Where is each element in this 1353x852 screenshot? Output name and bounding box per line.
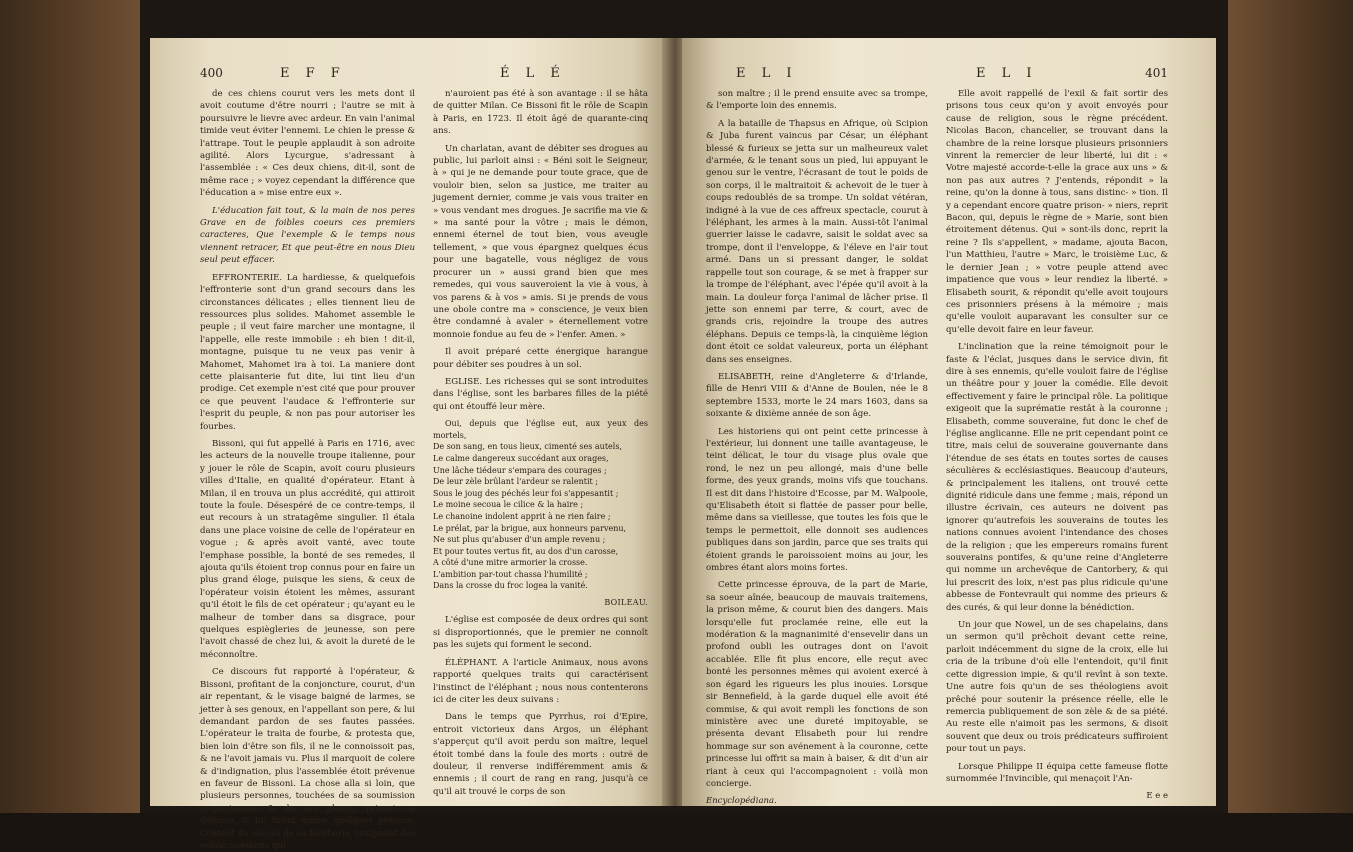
- left-page-column-1: [200, 88, 415, 851]
- left-page-column-2: [433, 88, 648, 798]
- source-signature: Encyclopédiana.: [706, 796, 777, 807]
- paragraph: A la bataille de Thapsus en Afrique, où Scipion & Juba furent vaincus par César, un éléphant blessé & furieux se jetta sur un malheureux valet d'armée, & le tenant sous un pied, lui appuyant le genou sur le ventre, l'écrasant de tout le poids de son corps, il le maltraitoit & achevoit de le tuer à coups redoublés de sa trompe. Un soldat vétéran, indigné à la vue de ces affreux spectacle, courut à l'éléphant, les armes à la main. Aussi-tôt l'animal guerrier laisse le cadavre, saisit le soldat avec sa trompe, dont il l'enveloppe, & l'éleve en l'air tout armé. Dans un si pressant danger, le soldat rappelle tout son courage, & se met à frapper sur la trompe de l'éléphant, avec l'épée qu'il avoit à la main. La douleur força l'animal de lâcher prise. Il jette son ennemi par terre, & court, avec de grands cris, rejoindre la troupe des autres éléphans. Depuis ce temps-là, la cinquième légion dont étoit ce soldat valeureux, porta un éléphant dans ses enseignes.: [706, 118, 928, 365]
- paragraph: Il avoit préparé cette énergique harangue pour débiter ses poudres à un sol.: [433, 347, 648, 370]
- running-head-center: E L I: [976, 66, 1038, 81]
- running-head-left: E F F: [280, 66, 346, 81]
- poem-attribution: BOILEAU.: [604, 598, 648, 608]
- running-head-center: É L É: [500, 66, 566, 81]
- paragraph: L'éducation fait tout, & la main de nos peres Grave en de foibles coeurs ces premiers caracteres, Que l'exemple & le temps nous viennent retracer, Et que peut-être en nous Dieu seul peut effacer.: [200, 205, 415, 266]
- paragraph: Cette princesse éprouva, de la part de Marie, sa soeur aînée, beaucoup de mauvais traitemens, la prison même, & courut bien des dangers. Mais lorsqu'elle fut proclamée reine, elle eut la modération & la magnanimité d'ensevelir dans un profond oubli les outrages dont on l'avoit accablée. Elle fit plus encore, elle reçut avec bonté les personnes mêmes qui avoient exercé à son égard les rigueurs les plus inouies. Lorsque sir Bennefield, à la garde duquel elle avoit été commise, & qui avoit rempli les fonctions de son ministère avec une dureté impitoyable, se présenta devant Elisabeth pour lui rendre hommage sur son avénement à la couronne, cette princesse lui offrit sa main à baiser, & dit d'un air riant à ceux qui l'accompagnoient : voilà mon concierge.: [706, 580, 928, 789]
- catchword: E e e: [1146, 791, 1168, 802]
- paragraph: ÉLÉPHANT. A l'article Animaux, nous avons rapporté quelques traits qui caractérisent l'instinct de l'éléphant ; nous nous contenterons ici de citer les deux suivans :: [433, 657, 648, 705]
- right-page-column-2: [946, 88, 1168, 802]
- paragraph: Bissoni, qui fut appellé à Paris en 1716, avec les acteurs de la nouvelle troupe italienne, pour y jouer le rôle de Scapin, avoit couru plusieurs villes d'Italie, en qualité d'opérateur. Etant à Milan, il en trouva un plus accrédité, qui attiroit toute la foule. Désespéré de ce contre-temps, il eut recours à un stratagême singulier. Il étala dans une place voisine de celle de l'opérateur en vogue ; & après avoit vanté, avec toute l'emphase possible, la bonté de ses remedes, il ajouta qu'ils étoient trop connus pour en faire un plus grand éloge, puisque les siens, & ceux de l'opérateur voisin étoient les mêmes, assurant qu'il étoit le fils de cet opérateur ; qu'ayant eu le malheur de tomber dans sa disgrace, pour quelques espiègleries de jeunesse, son pere l'avoit chassé de chez lui, & avoit la dureté de le méconnoître.: [200, 438, 415, 660]
- poem: Oui, depuis que l'église eut, aux yeux des mortels, De son sang, en tous lieux, cimenté ses autels, Le calme dangereux succédant aux orages, Une lâche tiédeur s'empara des courages ; De leur zèle brûlant l'ardeur se ralentit ; Sous le joug des péchés leur foi s'appesantit ; Le moine secoua le cilice & la haire ; Le chanoine indolent apprit à ne rien faire ; Le prélat, par la brigue, aux honneurs parvenu, Ne sut plus qu'abuser d'un ample revenu ; Et pour toutes vertus fit, au dos d'un carosse, A côté d'une mitre armorier la crosse. L'ambition par-tout chassa l'humilité ; Dans la crosse du froc logea la vanité.: [433, 419, 648, 591]
- paragraph: Un charlatan, avant de débiter ses drogues au public, lui parloit ainsi : « Béni soit le Seigneur, à » qui je ne demande pour toute grace, que de vouloir bien, selon sa justice, me traiter au jugement dernier, comme je vais vous traiter en » vous vendant mes drogues. Je sacrifie ma vie & » ma santé pour la vôtre ; mais le démon, ennemi éternel de tout bien, vous aveugle tellement, » que vous épargnez quelques écus pour une bagatelle, vous négligez de vous procurer un » aussi grand bien que mes remedes, qui vous sauveroient la vie à vous, à vos parens & à vos » amis. Si je prends de vous une obole contre ma » conscience, je veux bien être condamné à avaler » éternellement votre monnoie fondue au feu de » l'enfer. Amen. »: [433, 143, 648, 340]
- paragraph: n'auroient pas été à son avantage : il se hâta de quitter Milan. Ce Bissoni fit le rôle de Scapin à Paris, en 1723. Il étoit âgé de quarante-cinq ans.: [433, 89, 648, 137]
- paragraph: Un jour que Nowel, un de ses chapelains, dans un sermon qu'il prêchoit devant cette reine, parloit indécemment du signe de la croix, elle lui cria de la tribune d'où elle l'entendoit, qu'il finit cette digression impie, & qu'il revînt à son texte. Une autre fois qu'un de ses théologiens avoit prêché pour soutenir la présence réelle, elle le remercia publiquement de son zèle & de sa piété. Au reste elle n'aimoit pas les sermons, & disoit souvent que deux ou trois prédicateurs suffiroient pour tout un pays.: [946, 620, 1168, 755]
- paragraph: Ce discours fut rapporté à l'opérateur, & Bissoni, profitant de la conjoncture, courut, d'un air repentant, & le visage baigné de larmes, se jetter à ses genoux, en l'appellant son pere, & lui demandant pardon de ses fautes passées. L'opérateur le traita de fourbe, & protesta que, bien loin d'être son fils, il ne le connoissoit pas, & ne l'avoit jamais vu. Plus il marquoit de colere & d'indignation, plus l'assemblée étoit prévenue en faveur de Bissoni. La chose alla si loin, que plusieurs personnes, touchées de sa soumission respectueuse & de ses pleurs, prirent sa défense, & lui firent même quelques présens. Content du succès de sa fourberie, craignant des éclaircissemens qui: [200, 667, 415, 851]
- page-number: 400: [200, 66, 223, 80]
- page-number: 401: [1145, 66, 1168, 80]
- paragraph: Elle avoit rappellé de l'exil & fait sortir des prisons tous ceux qu'on y avoit envoyés pour cause de religion, sous le règne précédent. Nicolas Bacon, chancelier, se trouvant dans la chambre de la reine lorsque plusieurs prisonniers vinrent la remercier de leur liberté, lui dit : « Votre majesté accorde-t-elle la grace aux uns » & non pas aux autres ? J'entends, répondit » la reine, qu'on la donne à tous, sans distinc- » tion. Il y a cependant encore quatre prison- » niers, reprit Bacon, qui, depuis le règne de » Marie, sont bien étroitement détenus. Qui » sont-ils donc, reprit la reine ? Ils s'appellent, » madame, ajouta Bacon, l'un Matthieu, l'autre » Marc, le troisième Luc, & le dernier Jean ; » votre peuple attend avec impatience que vous » leur rendiez la liberté. » Elisabeth sourit, & répondit qu'elle avoit toujours ces prisonniers présens à la mémoire ; mais qu'elle vouloit auparavant les consulter sur ce qu'elle devoit faire en leur faveur.: [946, 89, 1168, 335]
- right-page-column-1: [706, 88, 928, 807]
- right-cover-board: [1228, 0, 1353, 813]
- right-page: [682, 38, 1216, 806]
- paragraph: ELISABETH, reine d'Angleterre & d'Irlande, fille de Henri VIII & d'Anne de Boulen, née le 8 septembre 1533, morte le 24 mars 1603, dans sa soixante & dixième année de son âge.: [706, 371, 928, 420]
- left-page: [150, 38, 670, 851]
- paragraph: EGLISE. Les richesses qui se sont introduites dans l'église, sont les barbares filles de la piété qui ont étouffé leur mère.: [433, 376, 648, 412]
- left-page-header: [200, 66, 648, 88]
- paragraph: de ces chiens courut vers les mets dont il avoit coutume d'être nourri ; l'autre se mit à poursuivre le lievre avec ardeur. En vain l'animal timide veut éviter l'ennemi. Le chien le presse & l'attrape. Tout le peuple applaudit à son adroite agilité. Alors Lycurgue, s'adressant à l'assemblée : « Ces deux chiens, dit-il, sont de même race ; » voyez cependant la différence que l'éducation a » mise entre eux ».: [200, 89, 415, 199]
- right-page-header: [706, 66, 1168, 88]
- paragraph: son maître ; il le prend ensuite avec sa trompe, & l'emporte loin des ennemis.: [706, 89, 928, 112]
- running-head-left: E L I: [736, 66, 798, 81]
- paragraph: L'église est composée de deux ordres qui sont si disproportionnés, que le premier ne connoît pas les sujets qui forment le second.: [433, 615, 648, 651]
- paragraph: EFFRONTERIE. La hardiesse, & quelquefois l'effronterie sont d'un grand secours dans les circonstances délicates ; elles tiennent lieu de ressources plus solides. Mahomet assemble le peuple ; il veut faire marcher une montagne, il l'appelle, elle reste immobile : eh bien ! dit-il, montagne, puisque tu ne veux pas venir à Mahomet, Mahomet ira à toi. La maniere dont cette plaisanterie fut dite, lui tint lieu d'un prodige. Cet exemple n'est cité que pour prouver ce que peuvent l'audace & l'effronterie sur l'esprit du peuple, & non pas pour autoriser les fourbes.: [200, 272, 415, 432]
- paragraph: Lorsque Philippe II équipa cette fameuse flotte surnommée l'Invincible, qui menaçoit l'An-: [946, 761, 1168, 784]
- paragraph: Les historiens qui ont peint cette princesse à l'extérieur, lui donnent une taille avantageuse, le teint délicat, le tour du visage plus ovale que rond, le nez un peu allongé, mais d'une belle forme, des yeux grands, moins vifs que touchans. Il est dit dans l'histoire d'Ecosse, par M. Walpoole, qu'Elisabeth étoit si flattée de passer pour belle, même dans sa vieillesse, que toutes les fois que le temps le permettoit, elle donnoit ses audiences publiques dans son jardin, parce que ses traits qui étoient grands le paroissoient moins au jour, les ombres étant alors moins fortes.: [706, 426, 928, 574]
- left-cover-board: [0, 0, 140, 813]
- paragraph: L'inclination que la reine témoignoit pour le faste & l'éclat, jusques dans le service divin, fit dire à ses ennemis, qu'elle vouloit faire de l'église un théâtre pour y jouer la comédie. Elle devoit effectivement y faire le principal rôle. La politique exigeoit que la suprématie restât à la couronne ; Elisabeth, comme souveraine, fut donc le chef de l'église anglicanne. Elle ne prit cependant point ce titre, mais celui de souveraine gouvernante dans l'étendue de ses états en toutes sortes de causes séculières & ecclésiastiques. Beaucoup d'auteurs, & principalement les italiens, ont trouvé cette dignité ridicule dans une femme ; mais, répond un illustre écrivain, ces auteurs ne doivent pas ignorer qu'autrefois les souverains de toutes les nations connues avoient l'intendance des choses de la religion ; que les empereurs romains furent souverains pontifes, & qu'une reine d'Angleterre qui nomme un archevêque de Cantorbery, & qui lui prescrit des loix, n'est pas plus ridicule qu'une abbesse de Fontevrault qui nomme des prieurs & des curés, & qui leur donne la bénédiction.: [946, 342, 1168, 613]
- paragraph: Dans le temps que Pyrrhus, roi d'Epire, entroit victorieux dans Argos, un éléphant s'apperçut qu'il avoit perdu son maître, lequel étoit tombé dans la foule des morts : outré de douleur, il renverse indifféremment amis & ennemis ; il court de rang en rang, jusqu'à ce qu'il ait trouvé le corps de son: [433, 712, 648, 797]
